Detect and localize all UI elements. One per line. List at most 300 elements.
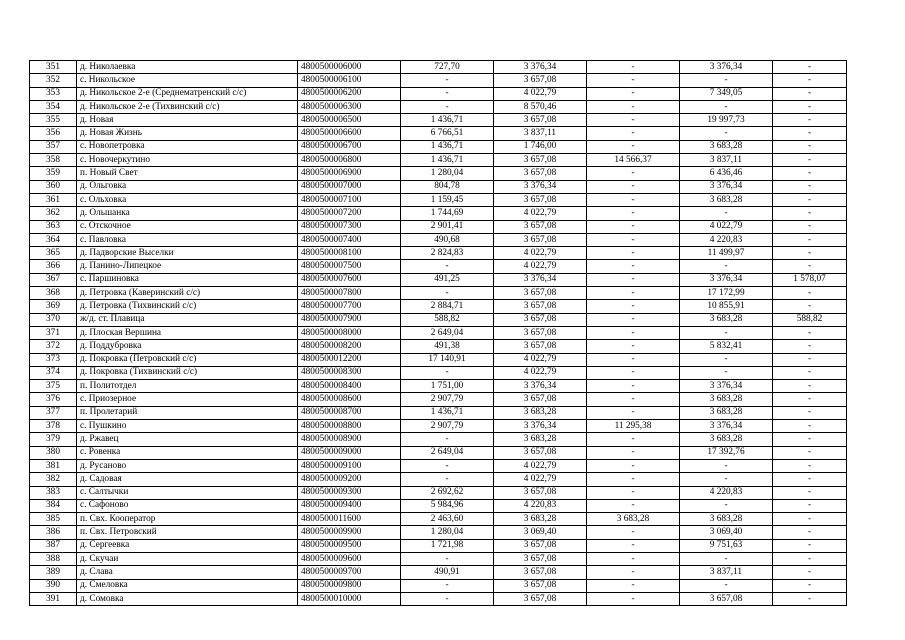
value-3-cell: - bbox=[587, 459, 680, 472]
value-2-cell: 8 570,46 bbox=[494, 100, 587, 113]
value-2-cell: 3 376,34 bbox=[494, 61, 587, 74]
settlement-name-cell: с. Приозерное bbox=[77, 393, 298, 406]
table-row bbox=[30, 579, 847, 592]
value-4-cell: 19 997,73 bbox=[680, 114, 773, 127]
value-1-cell: 2 649,04 bbox=[401, 326, 494, 339]
row-number-cell: 389 bbox=[30, 566, 77, 579]
value-2-cell: 3 683,28 bbox=[494, 433, 587, 446]
value-2-cell: 3 657,08 bbox=[494, 193, 587, 206]
value-2-cell: 3 683,28 bbox=[494, 406, 587, 419]
value-1-cell: 491,25 bbox=[401, 273, 494, 286]
value-1-cell: 1 744,69 bbox=[401, 207, 494, 220]
oktmo-code-cell: 4800500010000 bbox=[298, 592, 401, 605]
value-2-cell: 3 657,08 bbox=[494, 313, 587, 326]
value-1-cell: 491,38 bbox=[401, 340, 494, 353]
value-4-cell: 11 499,97 bbox=[680, 247, 773, 260]
value-2-cell: 4 220,83 bbox=[494, 499, 587, 512]
settlement-name-cell: д. Плоская Вершина bbox=[77, 326, 298, 339]
table-row bbox=[30, 180, 847, 193]
oktmo-code-cell: 4800500012200 bbox=[298, 353, 401, 366]
value-5-cell: - bbox=[773, 552, 847, 565]
row-number-cell: 362 bbox=[30, 207, 77, 220]
row-number-cell: 371 bbox=[30, 326, 77, 339]
value-5-cell: - bbox=[773, 180, 847, 193]
value-5-cell: - bbox=[773, 154, 847, 167]
value-2-cell: 1 746,00 bbox=[494, 140, 587, 153]
value-2-cell: 3 657,08 bbox=[494, 220, 587, 233]
settlement-name-cell: п. Свх. Петровский bbox=[77, 526, 298, 539]
settlement-name-cell: п. Свх. Кооператор bbox=[77, 513, 298, 526]
value-5-cell: - bbox=[773, 100, 847, 113]
value-4-cell: 3 837,11 bbox=[680, 566, 773, 579]
value-5-cell: - bbox=[773, 300, 847, 313]
row-number-cell: 373 bbox=[30, 353, 77, 366]
value-3-cell: - bbox=[587, 579, 680, 592]
value-2-cell: 3 069,40 bbox=[494, 526, 587, 539]
value-1-cell: 727,70 bbox=[401, 61, 494, 74]
value-2-cell: 3 657,08 bbox=[494, 167, 587, 180]
value-1-cell: 1 280,04 bbox=[401, 526, 494, 539]
value-1-cell: 17 140,91 bbox=[401, 353, 494, 366]
settlement-name-cell: с. Новопетровка bbox=[77, 140, 298, 153]
value-4-cell: 3 376,34 bbox=[680, 380, 773, 393]
row-number-cell: 360 bbox=[30, 180, 77, 193]
value-5-cell: 1 578,07 bbox=[773, 273, 847, 286]
value-4-cell: - bbox=[680, 326, 773, 339]
row-number-cell: 372 bbox=[30, 340, 77, 353]
value-3-cell: 3 683,28 bbox=[587, 513, 680, 526]
table-row bbox=[30, 433, 847, 446]
table-row bbox=[30, 313, 847, 326]
settlement-name-cell: с. Павловка bbox=[77, 233, 298, 246]
value-5-cell: - bbox=[773, 326, 847, 339]
row-number-cell: 358 bbox=[30, 154, 77, 167]
row-number-cell: 365 bbox=[30, 247, 77, 260]
value-2-cell: 3 657,08 bbox=[494, 154, 587, 167]
value-2-cell: 4 022,79 bbox=[494, 207, 587, 220]
row-number-cell: 374 bbox=[30, 366, 77, 379]
oktmo-code-cell: 4800500009100 bbox=[298, 459, 401, 472]
value-5-cell: - bbox=[773, 459, 847, 472]
row-number-cell: 387 bbox=[30, 539, 77, 552]
value-1-cell: 2 692,62 bbox=[401, 486, 494, 499]
value-2-cell: 3 376,34 bbox=[494, 273, 587, 286]
value-3-cell: - bbox=[587, 486, 680, 499]
row-number-cell: 390 bbox=[30, 579, 77, 592]
settlement-name-cell: с. Новочеркутино bbox=[77, 154, 298, 167]
settlement-name-cell: ж/д. ст. Плавица bbox=[77, 313, 298, 326]
value-2-cell: 3 657,08 bbox=[494, 300, 587, 313]
value-1-cell: - bbox=[401, 552, 494, 565]
table-row bbox=[30, 61, 847, 74]
settlement-name-cell: д. Сомовка bbox=[77, 592, 298, 605]
value-1-cell: 2 901,41 bbox=[401, 220, 494, 233]
table-row bbox=[30, 273, 847, 286]
row-number-cell: 367 bbox=[30, 273, 77, 286]
value-5-cell: - bbox=[773, 513, 847, 526]
oktmo-code-cell: 4800500007900 bbox=[298, 313, 401, 326]
value-5-cell: - bbox=[773, 579, 847, 592]
settlement-name-cell: д. Петровка (Каверинский с/с) bbox=[77, 287, 298, 300]
oktmo-code-cell: 4800500011600 bbox=[298, 513, 401, 526]
table-row bbox=[30, 300, 847, 313]
value-3-cell: - bbox=[587, 340, 680, 353]
value-5-cell: - bbox=[773, 499, 847, 512]
value-4-cell: - bbox=[680, 499, 773, 512]
value-1-cell: 5 984,96 bbox=[401, 499, 494, 512]
value-4-cell: 17 172,99 bbox=[680, 287, 773, 300]
value-1-cell: - bbox=[401, 459, 494, 472]
value-3-cell: - bbox=[587, 114, 680, 127]
oktmo-code-cell: 4800500008300 bbox=[298, 366, 401, 379]
value-3-cell: 11 295,38 bbox=[587, 420, 680, 433]
settlement-name-cell: д. Ольговка bbox=[77, 180, 298, 193]
table-row bbox=[30, 446, 847, 459]
value-4-cell: 3 657,08 bbox=[680, 592, 773, 605]
oktmo-code-cell: 4800500009200 bbox=[298, 473, 401, 486]
value-3-cell: - bbox=[587, 353, 680, 366]
value-2-cell: 4 022,79 bbox=[494, 473, 587, 486]
oktmo-code-cell: 4800500009700 bbox=[298, 566, 401, 579]
value-1-cell: 1 436,71 bbox=[401, 140, 494, 153]
table-row bbox=[30, 114, 847, 127]
table-row bbox=[30, 247, 847, 260]
settlement-name-cell: с. Отскочное bbox=[77, 220, 298, 233]
value-2-cell: 3 657,08 bbox=[494, 393, 587, 406]
value-4-cell: 4 022,79 bbox=[680, 220, 773, 233]
oktmo-code-cell: 4800500008000 bbox=[298, 326, 401, 339]
value-5-cell: - bbox=[773, 140, 847, 153]
value-1-cell: - bbox=[401, 579, 494, 592]
value-3-cell: - bbox=[587, 326, 680, 339]
oktmo-code-cell: 4800500006500 bbox=[298, 114, 401, 127]
value-3-cell: - bbox=[587, 380, 680, 393]
value-4-cell: 3 683,28 bbox=[680, 193, 773, 206]
oktmo-code-cell: 4800500009800 bbox=[298, 579, 401, 592]
value-4-cell: 3 376,34 bbox=[680, 420, 773, 433]
table-row bbox=[30, 260, 847, 273]
value-1-cell: 804,78 bbox=[401, 180, 494, 193]
table-row bbox=[30, 140, 847, 153]
settlement-name-cell: д. Скучаи bbox=[77, 552, 298, 565]
oktmo-code-cell: 4800500009300 bbox=[298, 486, 401, 499]
value-1-cell: 2 884,71 bbox=[401, 300, 494, 313]
settlement-name-cell: д. Новая Жизнь bbox=[77, 127, 298, 140]
row-number-cell: 380 bbox=[30, 446, 77, 459]
row-number-cell: 351 bbox=[30, 61, 77, 74]
value-4-cell: - bbox=[680, 260, 773, 273]
table-row bbox=[30, 393, 847, 406]
value-4-cell: 3 376,34 bbox=[680, 61, 773, 74]
settlement-name-cell: п. Пролетарий bbox=[77, 406, 298, 419]
value-2-cell: 3 657,08 bbox=[494, 552, 587, 565]
value-2-cell: 3 376,34 bbox=[494, 180, 587, 193]
table-row bbox=[30, 473, 847, 486]
value-2-cell: 3 657,08 bbox=[494, 566, 587, 579]
value-3-cell: - bbox=[587, 592, 680, 605]
table-row bbox=[30, 526, 847, 539]
settlement-name-cell: д. Николаевка bbox=[77, 61, 298, 74]
value-5-cell: - bbox=[773, 287, 847, 300]
value-1-cell: 490,91 bbox=[401, 566, 494, 579]
row-number-cell: 391 bbox=[30, 592, 77, 605]
oktmo-code-cell: 4800500006600 bbox=[298, 127, 401, 140]
value-1-cell: 1 436,71 bbox=[401, 406, 494, 419]
oktmo-code-cell: 4800500009600 bbox=[298, 552, 401, 565]
table-row bbox=[30, 539, 847, 552]
value-4-cell: 7 349,05 bbox=[680, 87, 773, 100]
value-1-cell: - bbox=[401, 473, 494, 486]
value-2-cell: 3 657,08 bbox=[494, 114, 587, 127]
value-2-cell: 3 657,08 bbox=[494, 340, 587, 353]
value-5-cell: - bbox=[773, 340, 847, 353]
value-4-cell: 3 069,40 bbox=[680, 526, 773, 539]
oktmo-code-cell: 4800500007800 bbox=[298, 287, 401, 300]
value-1-cell: - bbox=[401, 433, 494, 446]
row-number-cell: 354 bbox=[30, 100, 77, 113]
value-3-cell: - bbox=[587, 393, 680, 406]
oktmo-code-cell: 4800500008400 bbox=[298, 380, 401, 393]
settlement-name-cell: д. Петровка (Тихвинский с/с) bbox=[77, 300, 298, 313]
value-5-cell: - bbox=[773, 207, 847, 220]
table-row bbox=[30, 592, 847, 605]
value-2-cell: 3 657,08 bbox=[494, 326, 587, 339]
value-4-cell: 10 855,91 bbox=[680, 300, 773, 313]
oktmo-code-cell: 4800500006000 bbox=[298, 61, 401, 74]
table-row bbox=[30, 552, 847, 565]
value-3-cell: - bbox=[587, 220, 680, 233]
value-4-cell: 4 220,83 bbox=[680, 233, 773, 246]
oktmo-code-cell: 4800500007600 bbox=[298, 273, 401, 286]
oktmo-code-cell: 4800500008700 bbox=[298, 406, 401, 419]
settlement-name-cell: д. Смеловка bbox=[77, 579, 298, 592]
value-4-cell: - bbox=[680, 127, 773, 140]
row-number-cell: 375 bbox=[30, 380, 77, 393]
value-3-cell: - bbox=[587, 552, 680, 565]
value-3-cell: - bbox=[587, 473, 680, 486]
value-5-cell: - bbox=[773, 539, 847, 552]
value-2-cell: 3 376,34 bbox=[494, 380, 587, 393]
value-4-cell: - bbox=[680, 459, 773, 472]
value-1-cell: 1 436,71 bbox=[401, 114, 494, 127]
table-row bbox=[30, 207, 847, 220]
table-row bbox=[30, 406, 847, 419]
value-1-cell: - bbox=[401, 260, 494, 273]
value-4-cell: - bbox=[680, 473, 773, 486]
table-row bbox=[30, 380, 847, 393]
value-4-cell: - bbox=[680, 353, 773, 366]
value-1-cell: 1 280,04 bbox=[401, 167, 494, 180]
value-1-cell: 6 766,51 bbox=[401, 127, 494, 140]
value-2-cell: 3 376,34 bbox=[494, 420, 587, 433]
table-row bbox=[30, 420, 847, 433]
value-2-cell: 3 657,08 bbox=[494, 74, 587, 87]
row-number-cell: 381 bbox=[30, 459, 77, 472]
settlement-name-cell: д. Ольшанка bbox=[77, 207, 298, 220]
settlement-name-cell: д. Садовая bbox=[77, 473, 298, 486]
value-3-cell: - bbox=[587, 566, 680, 579]
table-row bbox=[30, 127, 847, 140]
value-2-cell: 4 022,79 bbox=[494, 459, 587, 472]
value-1-cell: 1 751,00 bbox=[401, 380, 494, 393]
settlement-name-cell: с. Никольское bbox=[77, 74, 298, 87]
value-2-cell: 3 657,08 bbox=[494, 579, 587, 592]
settlement-name-cell: д. Сергеевка bbox=[77, 539, 298, 552]
value-5-cell: - bbox=[773, 127, 847, 140]
settlement-name-cell: д. Поддубровка bbox=[77, 340, 298, 353]
row-number-cell: 356 bbox=[30, 127, 77, 140]
value-4-cell: - bbox=[680, 100, 773, 113]
value-2-cell: 3 657,08 bbox=[494, 592, 587, 605]
value-4-cell: 3 376,34 bbox=[680, 180, 773, 193]
table-row bbox=[30, 167, 847, 180]
value-5-cell: - bbox=[773, 526, 847, 539]
value-3-cell: - bbox=[587, 207, 680, 220]
value-3-cell: - bbox=[587, 446, 680, 459]
settlement-name-cell: с. Ровенка bbox=[77, 446, 298, 459]
settlement-name-cell: с. Пушкино bbox=[77, 420, 298, 433]
value-4-cell: 3 683,28 bbox=[680, 513, 773, 526]
settlement-name-cell: д. Покровка (Петровский с/с) bbox=[77, 353, 298, 366]
value-4-cell: 9 751,63 bbox=[680, 539, 773, 552]
settlement-name-cell: д. Слава bbox=[77, 566, 298, 579]
value-3-cell: - bbox=[587, 499, 680, 512]
value-5-cell: - bbox=[773, 380, 847, 393]
settlement-name-cell: д. Ржавец bbox=[77, 433, 298, 446]
oktmo-code-cell: 4800500007100 bbox=[298, 193, 401, 206]
value-1-cell: - bbox=[401, 592, 494, 605]
table-body bbox=[30, 61, 847, 606]
value-3-cell: - bbox=[587, 433, 680, 446]
value-3-cell: - bbox=[587, 526, 680, 539]
row-number-cell: 385 bbox=[30, 513, 77, 526]
value-1-cell: - bbox=[401, 87, 494, 100]
table-row bbox=[30, 499, 847, 512]
value-3-cell: 14 566,37 bbox=[587, 154, 680, 167]
settlement-name-cell: с. Ольховка bbox=[77, 193, 298, 206]
table-row bbox=[30, 287, 847, 300]
value-5-cell: - bbox=[773, 486, 847, 499]
oktmo-code-cell: 4800500006300 bbox=[298, 100, 401, 113]
row-number-cell: 364 bbox=[30, 233, 77, 246]
row-number-cell: 382 bbox=[30, 473, 77, 486]
value-2-cell: 3 657,08 bbox=[494, 446, 587, 459]
table-row bbox=[30, 74, 847, 87]
settlement-name-cell: с. Сафоново bbox=[77, 499, 298, 512]
value-3-cell: - bbox=[587, 406, 680, 419]
value-5-cell: - bbox=[773, 420, 847, 433]
value-3-cell: - bbox=[587, 180, 680, 193]
settlement-table bbox=[29, 60, 847, 606]
value-2-cell: 3 657,08 bbox=[494, 287, 587, 300]
value-5-cell: - bbox=[773, 446, 847, 459]
value-4-cell: 3 683,28 bbox=[680, 406, 773, 419]
row-number-cell: 379 bbox=[30, 433, 77, 446]
value-1-cell: 2 649,04 bbox=[401, 446, 494, 459]
value-4-cell: 4 220,83 bbox=[680, 486, 773, 499]
row-number-cell: 363 bbox=[30, 220, 77, 233]
value-4-cell: 3 683,28 bbox=[680, 140, 773, 153]
value-5-cell: 588,82 bbox=[773, 313, 847, 326]
value-4-cell: 3 376,34 bbox=[680, 273, 773, 286]
value-5-cell: - bbox=[773, 473, 847, 486]
settlement-name-cell: д. Покровка (Тихвинский с/с) bbox=[77, 366, 298, 379]
value-2-cell: 4 022,79 bbox=[494, 353, 587, 366]
value-1-cell: 588,82 bbox=[401, 313, 494, 326]
value-4-cell: - bbox=[680, 207, 773, 220]
table-row bbox=[30, 513, 847, 526]
value-1-cell: - bbox=[401, 74, 494, 87]
value-2-cell: 3 657,08 bbox=[494, 539, 587, 552]
oktmo-code-cell: 4800500006100 bbox=[298, 74, 401, 87]
value-3-cell: - bbox=[587, 287, 680, 300]
oktmo-code-cell: 4800500006800 bbox=[298, 154, 401, 167]
settlement-name-cell: п. Политотдел bbox=[77, 380, 298, 393]
oktmo-code-cell: 4800500009900 bbox=[298, 526, 401, 539]
row-number-cell: 359 bbox=[30, 167, 77, 180]
table-row bbox=[30, 100, 847, 113]
value-1-cell: - bbox=[401, 366, 494, 379]
value-4-cell: 3 837,11 bbox=[680, 154, 773, 167]
oktmo-code-cell: 4800500009000 bbox=[298, 446, 401, 459]
table-row bbox=[30, 193, 847, 206]
row-number-cell: 368 bbox=[30, 287, 77, 300]
value-2-cell: 3 657,08 bbox=[494, 486, 587, 499]
value-2-cell: 4 022,79 bbox=[494, 366, 587, 379]
value-1-cell: 490,68 bbox=[401, 233, 494, 246]
table-row bbox=[30, 233, 847, 246]
table-row bbox=[30, 340, 847, 353]
value-3-cell: - bbox=[587, 87, 680, 100]
row-number-cell: 361 bbox=[30, 193, 77, 206]
settlement-name-cell: д. Никольское 2-е (Тихвинский с/с) bbox=[77, 100, 298, 113]
value-4-cell: 17 392,76 bbox=[680, 446, 773, 459]
value-3-cell: - bbox=[587, 300, 680, 313]
table-row bbox=[30, 366, 847, 379]
row-number-cell: 355 bbox=[30, 114, 77, 127]
value-3-cell: - bbox=[587, 366, 680, 379]
value-1-cell: 2 907,79 bbox=[401, 420, 494, 433]
oktmo-code-cell: 4800500009500 bbox=[298, 539, 401, 552]
value-5-cell: - bbox=[773, 74, 847, 87]
value-5-cell: - bbox=[773, 566, 847, 579]
value-1-cell: 1 159,45 bbox=[401, 193, 494, 206]
row-number-cell: 353 bbox=[30, 87, 77, 100]
value-5-cell: - bbox=[773, 393, 847, 406]
value-4-cell: 3 683,28 bbox=[680, 393, 773, 406]
settlement-name-cell: д. Новая bbox=[77, 114, 298, 127]
value-4-cell: 6 436,46 bbox=[680, 167, 773, 180]
settlement-name-cell: д. Падворские Выселки bbox=[77, 247, 298, 260]
table-row bbox=[30, 154, 847, 167]
value-2-cell: 4 022,79 bbox=[494, 247, 587, 260]
value-4-cell: 3 683,28 bbox=[680, 313, 773, 326]
table-row bbox=[30, 87, 847, 100]
oktmo-code-cell: 4800500006700 bbox=[298, 140, 401, 153]
value-5-cell: - bbox=[773, 114, 847, 127]
value-4-cell: 5 832,41 bbox=[680, 340, 773, 353]
oktmo-code-cell: 4800500008800 bbox=[298, 420, 401, 433]
oktmo-code-cell: 4800500008600 bbox=[298, 393, 401, 406]
value-3-cell: - bbox=[587, 260, 680, 273]
row-number-cell: 388 bbox=[30, 552, 77, 565]
value-4-cell: - bbox=[680, 74, 773, 87]
settlement-name-cell: д. Никольское 2-е (Среднематренский с/с) bbox=[77, 87, 298, 100]
value-3-cell: - bbox=[587, 313, 680, 326]
table-row bbox=[30, 459, 847, 472]
row-number-cell: 376 bbox=[30, 393, 77, 406]
value-5-cell: - bbox=[773, 433, 847, 446]
